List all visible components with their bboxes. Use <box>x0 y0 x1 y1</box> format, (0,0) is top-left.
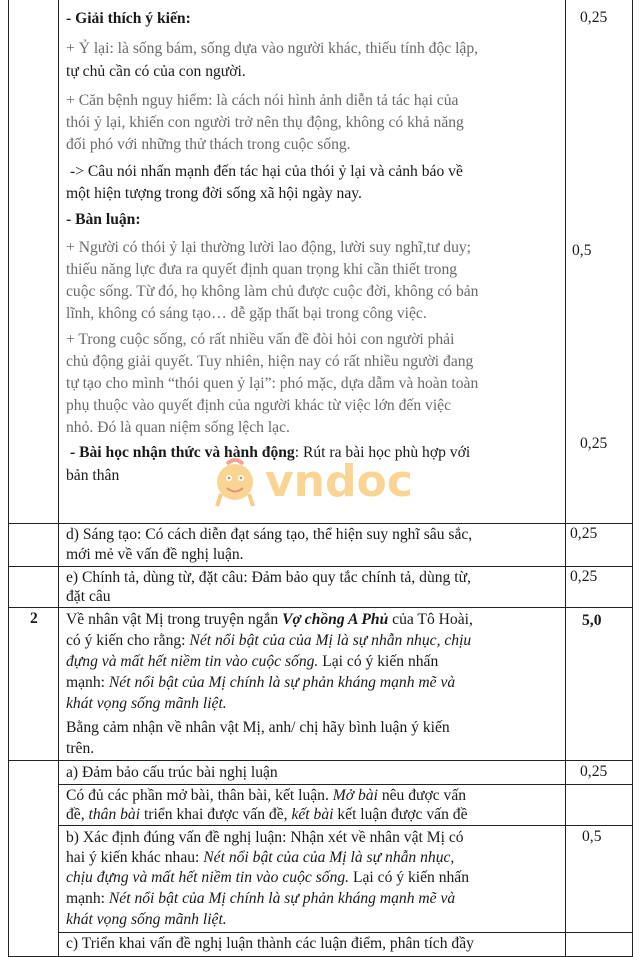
criteria-line: a) Đảm bảo cấu trúc bài nghị luận <box>66 764 278 781</box>
paragraph-line: thiếu năng lực đưa ra quyết định quan trọng khi cần thiết trong <box>66 261 458 278</box>
table-border-left <box>8 0 9 957</box>
paragraph-line: + Người có thói ỷ lại thường lười lao động, lười suy nghĩ,tư duy; <box>66 239 471 256</box>
paragraph-line: bản thân <box>66 467 120 484</box>
work-title: Vợ chồng A Phủ <box>282 611 389 628</box>
text-run: kết luận được vấn đề <box>333 806 468 823</box>
quote-run: Nét nổi bật của của Mị là sự nhẫn nhục, chịu <box>189 632 472 649</box>
criteria-line: đặt câu <box>66 588 111 605</box>
row-divider <box>58 784 633 785</box>
text-run: mạnh: <box>66 674 109 691</box>
paragraph-line: + Trong cuộc sống, có rất nhiều vấn đề đòi hỏi con người phải <box>66 331 455 348</box>
text-run: Về nhân vật Mị trong truyện ngắn <box>66 611 283 628</box>
quote-run: đựng và mất hết niềm tin vào cuộc sống. <box>66 653 319 670</box>
lesson-text: : Rút ra bài học phù hợp với <box>294 444 471 461</box>
row-divider <box>8 566 633 567</box>
text-run: nêu được vấn <box>377 787 467 804</box>
text-run: thân bài <box>88 806 141 823</box>
criteria-line <box>66 848 454 868</box>
text-run: Lại có ý kiến nhấn <box>349 869 470 886</box>
quote-run: Nét nổi bật của của Mị là sự nhẫn nhục, <box>203 849 455 866</box>
text-run: Có đủ các phần mở bài, thân bài, kết luận. <box>66 787 333 804</box>
score-value: 0,5 <box>582 828 602 845</box>
paragraph-line: -> Câu nói nhấn mạnh đến tác hại của thói ỷ lại và cảnh báo về <box>70 163 463 180</box>
table-border-right <box>632 0 633 957</box>
row-divider <box>8 523 633 524</box>
section-heading-discussion: - Bàn luận: <box>66 211 141 228</box>
row-divider <box>58 932 633 933</box>
score-value: 0,25 <box>570 568 598 585</box>
question-line <box>66 610 473 630</box>
criteria-line: d) Sáng tạo: Có cách diễn đạt sáng tạo, thể hiện suy nghĩ sâu sắc, <box>66 526 473 543</box>
score-value: 0,25 <box>580 763 608 780</box>
score-value: 0,25 <box>580 435 608 452</box>
quote-run: Nét nổi bật của Mị chính là sự phản kháng mạnh mẽ và <box>108 890 456 907</box>
text-run: triển khai được vấn đề, <box>140 806 292 823</box>
criteria-line: e) Chính tả, dùng từ, đặt câu: Đảm bảo quy tắc chính tả, dùng từ, <box>66 569 471 586</box>
question-line <box>66 631 471 651</box>
section-heading-explanation: - Giải thích ý kiến: <box>66 10 191 27</box>
text-run: đề, <box>66 806 89 823</box>
paragraph-line: tự chủ cần có của con người. <box>66 63 246 80</box>
paragraph-line: lĩnh, không có sáng tạo… dễ gặp thất bại trong công việc. <box>66 305 427 322</box>
paragraph-line: thói ỷ lại, khiến con người trở nên thụ động, không có khả năng <box>66 114 464 131</box>
paragraph-line: chủ động giải quyết. Tuy nhiên, hiện nay có rất nhiều người đang <box>66 353 474 370</box>
row-divider <box>58 825 633 826</box>
column-divider-score <box>565 0 566 957</box>
lesson-heading: - Bài học nhận thức và hành động <box>70 444 295 461</box>
question-line: khát vọng sống mãnh liệt. <box>66 695 227 712</box>
criteria-line <box>66 889 455 909</box>
row-divider <box>8 760 633 761</box>
text-run: Mở bài <box>332 787 378 804</box>
criteria-line: b) Xác định đúng vấn đề nghị luận: Nhận xét về nhân vật Mị có <box>66 829 464 846</box>
score-value: 0,5 <box>572 242 592 259</box>
paragraph-line: tự tạo cho mình “thói quen ỷ lại”: phó mặc, dựa dẫm và hoàn toàn <box>66 375 479 392</box>
criteria-line: khát vọng sống mãnh liệt. <box>66 911 227 928</box>
text-run: có ý kiến cho rằng: <box>66 632 190 649</box>
paragraph-line: một hiện tượng trong đời sống xã hội ngày nay. <box>66 185 362 202</box>
criteria-line <box>66 868 469 888</box>
criteria-line: c) Triển khai vấn đề nghị luận thành các luận điểm, phân tích đầy <box>66 935 474 952</box>
criteria-line: mới mẻ về vấn đề nghị luận. <box>66 546 244 563</box>
criteria-line <box>66 786 466 806</box>
question-line <box>66 673 455 693</box>
criteria-line <box>66 805 468 825</box>
score-value: 0,25 <box>570 525 598 542</box>
score-value: 5,0 <box>582 612 602 629</box>
text-run: Lại có ý kiến nhấn <box>318 653 439 670</box>
paragraph-line: + Căn bệnh nguy hiểm: là cách nói hình ảnh diễn tả tác hại của <box>66 92 459 109</box>
watermark-text: vndoc <box>265 456 413 507</box>
score-value: 0,25 <box>580 9 608 26</box>
paragraph-line: nhỏ. Đó là quan niệm sống lệch lạc. <box>66 419 290 436</box>
question-line: trên. <box>66 740 95 757</box>
question-line <box>66 652 438 672</box>
quote-run: Nét nổi bật của Mị chính là sự phản kháng mạnh mẽ và <box>108 674 456 691</box>
vndoc-watermark-logo <box>205 452 455 512</box>
text-run: mạnh: <box>66 890 109 907</box>
question-number: 2 <box>30 610 38 627</box>
text-run: của Tô Hoài, <box>388 611 473 628</box>
paragraph-line: đối phó với những thử thách trong cuộc sống. <box>66 136 351 153</box>
paragraph-line: cuộc sống. Từ đó, họ không làm chủ được cuộc đời, không có bản <box>66 283 479 300</box>
row-divider <box>8 607 633 608</box>
column-divider-main <box>58 0 59 957</box>
text-run: kết bài <box>291 806 334 823</box>
question-line: Bằng cảm nhận về nhân vật Mị, anh/ chị hãy bình luận ý kiến <box>66 719 450 736</box>
quote-run: chịu đựng và mất hết niềm tin vào cuộc sống. <box>66 869 350 886</box>
paragraph-line: + Ỷ lại: là sống bám, sống dựa vào người khác, thiếu tính độc lập, <box>66 40 479 57</box>
text-run: hai ý kiến khác nhau: <box>66 849 204 866</box>
paragraph-line: phụ thuộc vào quyết định của người khác từ việc lớn đến việc <box>66 397 452 414</box>
